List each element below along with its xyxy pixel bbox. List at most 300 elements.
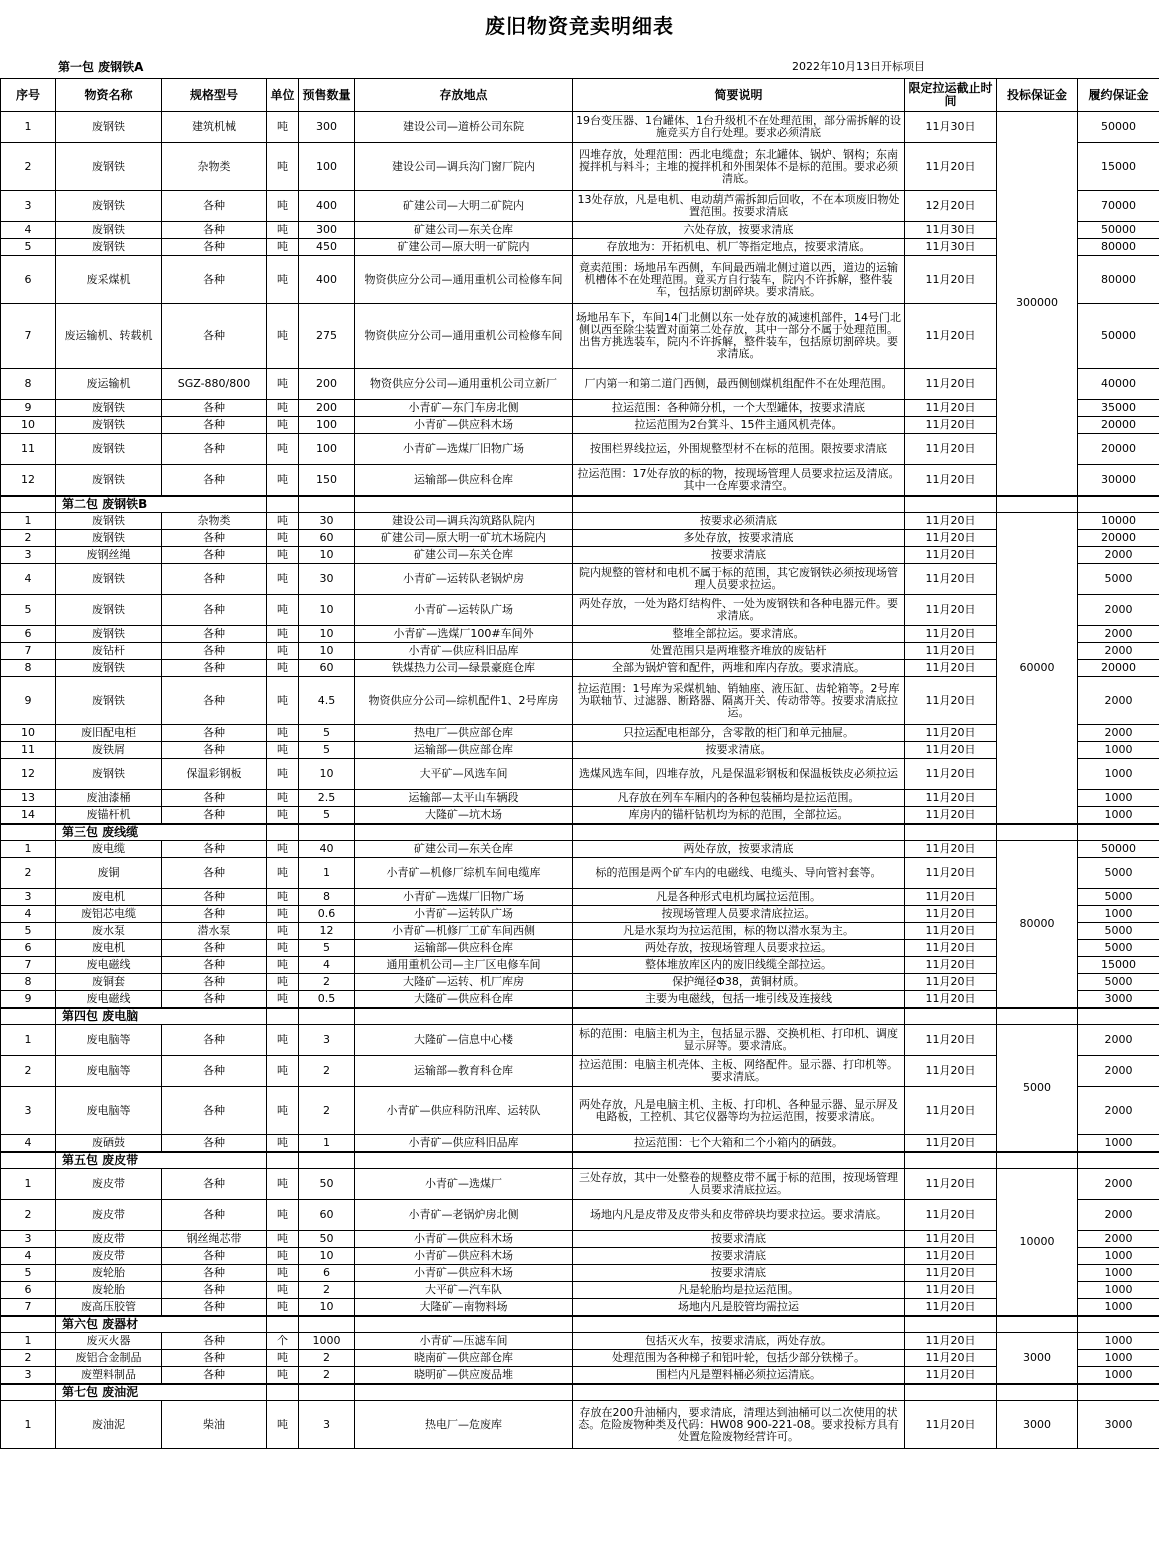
deadline-cell: 11月20日 (905, 923, 997, 940)
performance-deposit-cell: 2000 (1078, 547, 1159, 564)
quantity-cell: 200 (299, 369, 355, 400)
row-number-cell: 1 (1, 1401, 56, 1449)
performance-deposit-cell: 30000 (1078, 465, 1159, 496)
deadline-cell: 11月20日 (905, 1299, 997, 1316)
deadline-cell: 11月20日 (905, 417, 997, 434)
spec-model-cell: 各种 (162, 1248, 267, 1265)
row-number-cell: 9 (1, 991, 56, 1008)
row-number-cell: 4 (1, 906, 56, 923)
unit-cell: 吨 (267, 991, 299, 1008)
table-row (1, 906, 1159, 923)
goods-name-cell: 废铝合金制品 (56, 1350, 162, 1367)
performance-deposit-cell: 50000 (1078, 841, 1159, 858)
quantity-cell: 5 (299, 725, 355, 742)
deadline-cell: 11月20日 (905, 1401, 997, 1449)
unit-cell: 吨 (267, 660, 299, 677)
unit-cell: 吨 (267, 304, 299, 369)
description-cell: 标的范围是两个矿车内的电磁线、电缆头、导向管衬套等。 (573, 858, 905, 889)
unit-cell: 吨 (267, 112, 299, 143)
unit-cell: 吨 (267, 564, 299, 595)
package-header-blank (573, 1384, 905, 1401)
storage-location-cell: 矿建公司—大明二矿院内 (355, 191, 573, 222)
description-cell: 整体堆放库区内的废旧线缆全部拉运。 (573, 957, 905, 974)
deadline-cell: 11月20日 (905, 1087, 997, 1135)
table-body (1, 112, 1159, 1449)
description-cell: 按要求清底 (573, 547, 905, 564)
package-header-blank (267, 1316, 299, 1333)
unit-cell: 吨 (267, 1056, 299, 1087)
description-cell: 场地内凡是皮带及皮带头和皮带碎块均要求拉运。要求清底。 (573, 1200, 905, 1231)
performance-deposit-cell: 1000 (1078, 906, 1159, 923)
quantity-cell: 150 (299, 465, 355, 496)
performance-deposit-cell: 2000 (1078, 1087, 1159, 1135)
unit-cell: 吨 (267, 626, 299, 643)
goods-name-cell: 废运输机 (56, 369, 162, 400)
goods-name-cell: 废油漆桶 (56, 790, 162, 807)
row-number-cell: 3 (1, 547, 56, 564)
storage-location-cell: 通用重机公司—主厂区电修车间 (355, 957, 573, 974)
quantity-cell: 10 (299, 643, 355, 660)
performance-deposit-cell: 15000 (1078, 143, 1159, 191)
deadline-cell: 11月20日 (905, 1200, 997, 1231)
quantity-cell: 5 (299, 742, 355, 759)
deadline-cell: 11月20日 (905, 564, 997, 595)
performance-deposit-cell: 1000 (1078, 807, 1159, 824)
table-row (1, 660, 1159, 677)
performance-deposit-cell: 5000 (1078, 940, 1159, 957)
package-header-row (1, 1008, 1159, 1025)
package-header-blank (1078, 1384, 1159, 1401)
unit-cell: 吨 (267, 595, 299, 626)
table-row (1, 991, 1159, 1008)
description-cell: 凡存放在列车车厢内的各种包装桶均是拉运范围。 (573, 790, 905, 807)
goods-name-cell: 废电脑等 (56, 1056, 162, 1087)
storage-location-cell: 矿建公司—东关仓库 (355, 222, 573, 239)
unit-cell: 吨 (267, 1248, 299, 1265)
storage-location-cell: 运输部—供应科仓库 (355, 465, 573, 496)
performance-deposit-cell: 80000 (1078, 256, 1159, 304)
package-label: 第四包 废电脑 (56, 1008, 267, 1025)
table-row (1, 530, 1159, 547)
performance-deposit-cell: 15000 (1078, 957, 1159, 974)
spec-model-cell: 各种 (162, 677, 267, 725)
spec-model-cell: 各种 (162, 1135, 267, 1152)
goods-name-cell: 废高压胶管 (56, 1299, 162, 1316)
storage-location-cell: 小青矿—供应科木场 (355, 417, 573, 434)
description-cell: 整堆全部拉运。要求清底。 (573, 626, 905, 643)
quantity-cell: 5 (299, 807, 355, 824)
goods-name-cell: 废采煤机 (56, 256, 162, 304)
description-cell: 竟卖范围：场地吊车西侧，车间最西端北侧过道以西，道边的运输机槽体不在处理范围。竟买方自行装车，院内不许拆解，整件装车，包括原切割碎块。要求清底。 (573, 256, 905, 304)
package-header-blank (997, 1384, 1078, 1401)
package-header-blank (905, 1008, 997, 1025)
description-cell: 存放地为：开拓机电、机厂等指定地点，按要求清底。 (573, 239, 905, 256)
package-header-blank (997, 1008, 1078, 1025)
deadline-cell: 11月20日 (905, 369, 997, 400)
deadline-cell: 11月20日 (905, 759, 997, 790)
table-row (1, 434, 1159, 465)
goods-name-cell: 废钢铁 (56, 400, 162, 417)
goods-name-cell: 废铝芯电缆 (56, 906, 162, 923)
goods-name-cell: 废轮胎 (56, 1282, 162, 1299)
storage-location-cell: 小青矿—老锅炉房北侧 (355, 1200, 573, 1231)
spec-model-cell: 各种 (162, 1265, 267, 1282)
row-number-cell: 8 (1, 369, 56, 400)
description-cell: 19台变压器、1台罐体、1台升级机不在处理范围，部分需拆解的设施竞买方自行处理。要求必须清底 (573, 112, 905, 143)
table-row (1, 790, 1159, 807)
description-cell: 场地内凡是胶管均需拉运 (573, 1299, 905, 1316)
description-cell: 两处存放，按要求清底 (573, 841, 905, 858)
storage-location-cell: 物资供应分公司—通用重机公司检修车间 (355, 304, 573, 369)
unit-cell: 吨 (267, 1282, 299, 1299)
table-row (1, 1401, 1159, 1449)
storage-location-cell: 小青矿—供应科木场 (355, 1248, 573, 1265)
unit-cell: 吨 (267, 725, 299, 742)
storage-location-cell: 建设公司—调兵沟门窗厂院内 (355, 143, 573, 191)
description-cell: 四堆存放，处理范围：西北电缆盘；东北罐体、锅炉、钢构；东南搅拌机与料斗；主堆的搅拌机和外围架体不是标的范围。要求必须清底。 (573, 143, 905, 191)
unit-cell: 吨 (267, 1231, 299, 1248)
package-header-blank (997, 1152, 1078, 1169)
goods-name-cell: 废电缆 (56, 841, 162, 858)
table-row (1, 1299, 1159, 1316)
deadline-cell: 11月20日 (905, 991, 997, 1008)
description-cell: 保护绳径Φ38，黄铜材质。 (573, 974, 905, 991)
unit-cell: 吨 (267, 1087, 299, 1135)
header-no: 序号 (1, 79, 56, 112)
quantity-cell: 2 (299, 1282, 355, 1299)
header-spec: 规格型号 (162, 79, 267, 112)
description-cell: 存放在200升油桶内，要求清底，清理达到油桶可以二次使用的状态。危险废物种类及代码：HW08 900-221-08。要求投标方具有处置危险废物经营许可。 (573, 1401, 905, 1449)
package-header-blank (299, 1008, 355, 1025)
storage-location-cell: 小青矿—机修厂综机车间电缆库 (355, 858, 573, 889)
description-cell: 两处存放，一处为路灯结构件、一处为废钢铁和各种电器元件。要求清底。 (573, 595, 905, 626)
deadline-cell: 11月20日 (905, 906, 997, 923)
goods-name-cell: 废钢铁 (56, 239, 162, 256)
row-number-cell: 9 (1, 400, 56, 417)
quantity-cell: 50 (299, 1231, 355, 1248)
unit-cell: 吨 (267, 906, 299, 923)
quantity-cell: 10 (299, 1299, 355, 1316)
quantity-cell: 30 (299, 513, 355, 530)
package-label: 第二包 废钢铁B (56, 496, 267, 513)
spec-model-cell: 各种 (162, 742, 267, 759)
spec-model-cell: 各种 (162, 643, 267, 660)
quantity-cell: 40 (299, 841, 355, 858)
description-cell: 处理范围为各种梯子和铝叶轮，包括少部分铁梯子。 (573, 1350, 905, 1367)
spec-model-cell: 各种 (162, 1299, 267, 1316)
deadline-cell: 11月20日 (905, 858, 997, 889)
row-number-cell: 13 (1, 790, 56, 807)
row-number-cell: 4 (1, 222, 56, 239)
bid-deposit-cell: 10000 (997, 1169, 1078, 1316)
header-unit: 单位 (267, 79, 299, 112)
deadline-cell: 11月20日 (905, 400, 997, 417)
bid-date: 2022年10月13日开标项目 (792, 60, 925, 73)
bid-deposit-cell: 60000 (997, 513, 1078, 824)
deadline-cell: 11月20日 (905, 807, 997, 824)
unit-cell: 吨 (267, 143, 299, 191)
storage-location-cell: 小青矿—供应科木场 (355, 1265, 573, 1282)
quantity-cell: 0.6 (299, 906, 355, 923)
unit-cell: 个 (267, 1333, 299, 1350)
spec-model-cell: 各种 (162, 991, 267, 1008)
quantity-cell: 10 (299, 547, 355, 564)
header-row (1, 79, 1159, 112)
deadline-cell: 11月30日 (905, 112, 997, 143)
unit-cell: 吨 (267, 222, 299, 239)
package-header-blank (299, 1152, 355, 1169)
performance-deposit-cell: 2000 (1078, 643, 1159, 660)
storage-location-cell: 大平矿—汽车队 (355, 1282, 573, 1299)
description-cell: 两处存放，按现场管理人员要求拉运。 (573, 940, 905, 957)
spec-model-cell: 保温彩钢板 (162, 759, 267, 790)
package-header-blank (573, 496, 905, 513)
package-label: 第六包 废器材 (56, 1316, 267, 1333)
table-row (1, 807, 1159, 824)
row-number-cell: 5 (1, 239, 56, 256)
storage-location-cell: 建设公司—道桥公司东院 (355, 112, 573, 143)
goods-name-cell: 废轮胎 (56, 1265, 162, 1282)
header-bid-deposit: 投标保证金 (997, 79, 1078, 112)
table-row (1, 841, 1159, 858)
storage-location-cell: 建设公司—调兵沟筑路队院内 (355, 513, 573, 530)
spec-model-cell: 各种 (162, 1200, 267, 1231)
storage-location-cell: 小青矿—选煤厂 (355, 1169, 573, 1200)
deadline-cell: 11月20日 (905, 1282, 997, 1299)
deadline-cell: 11月20日 (905, 725, 997, 742)
goods-name-cell: 废旧配电柜 (56, 725, 162, 742)
goods-name-cell: 废钻杆 (56, 643, 162, 660)
package-header-blank (1, 1008, 56, 1025)
unit-cell: 吨 (267, 513, 299, 530)
goods-name-cell: 废钢铁 (56, 513, 162, 530)
table-row (1, 677, 1159, 725)
table-row (1, 222, 1159, 239)
table-row (1, 643, 1159, 660)
deadline-cell: 11月20日 (905, 1025, 997, 1056)
storage-location-cell: 矿建公司—东关仓库 (355, 841, 573, 858)
description-cell: 选煤风选车间，四堆存放，凡是保温彩钢板和保温板铁皮必须拉运 (573, 759, 905, 790)
table-row (1, 143, 1159, 191)
storage-location-cell: 大隆矿—信息中心楼 (355, 1025, 573, 1056)
storage-location-cell: 矿建公司—东关仓库 (355, 547, 573, 564)
quantity-cell: 60 (299, 1200, 355, 1231)
page-title: 废旧物资竞卖明细表 (485, 14, 674, 38)
deadline-cell: 11月20日 (905, 256, 997, 304)
row-number-cell: 6 (1, 626, 56, 643)
goods-name-cell: 废锚杆机 (56, 807, 162, 824)
quantity-cell: 4.5 (299, 677, 355, 725)
row-number-cell: 3 (1, 1231, 56, 1248)
quantity-cell: 400 (299, 256, 355, 304)
header-deadline: 限定拉运截止时间 (905, 79, 997, 112)
row-number-cell: 5 (1, 923, 56, 940)
storage-location-cell: 晓明矿—供应废品堆 (355, 1367, 573, 1384)
deadline-cell: 11月20日 (905, 1231, 997, 1248)
unit-cell: 吨 (267, 1265, 299, 1282)
storage-location-cell: 矿建公司—原大明一矿坑木场院内 (355, 530, 573, 547)
description-cell: 凡是各种形式电机均属拉运范围。 (573, 889, 905, 906)
deadline-cell: 11月20日 (905, 889, 997, 906)
spec-model-cell: 各种 (162, 530, 267, 547)
goods-name-cell: 废皮带 (56, 1248, 162, 1265)
goods-name-cell: 废电脑等 (56, 1087, 162, 1135)
performance-deposit-cell: 1000 (1078, 759, 1159, 790)
unit-cell: 吨 (267, 957, 299, 974)
description-cell: 按要求清底 (573, 1231, 905, 1248)
spec-model-cell: 各种 (162, 807, 267, 824)
unit-cell: 吨 (267, 239, 299, 256)
package-header-blank (1, 1152, 56, 1169)
description-cell: 三处存放，其中一处整卷的规整皮带不属于标的范围，按现场管理人员要求清底拉运。 (573, 1169, 905, 1200)
description-cell: 院内规整的管材和电机不属于标的范围，其它废钢铁必须按现场管理人员要求拉运。 (573, 564, 905, 595)
quantity-cell: 50 (299, 1169, 355, 1200)
unit-cell: 吨 (267, 923, 299, 940)
description-cell: 按要求清底 (573, 1248, 905, 1265)
row-number-cell: 5 (1, 1265, 56, 1282)
description-cell: 六处存放，按要求清底 (573, 222, 905, 239)
description-cell: 两处存放，凡是电脑主机、主板、打印机、各种显示器、显示屏及电路板，工控机、其它仪器等均为拉运范围，按要求清底。 (573, 1087, 905, 1135)
deadline-cell: 11月30日 (905, 239, 997, 256)
package-header-blank (299, 1316, 355, 1333)
quantity-cell: 3 (299, 1025, 355, 1056)
header-description: 简要说明 (573, 79, 905, 112)
row-number-cell: 10 (1, 417, 56, 434)
spec-model-cell: 杂物类 (162, 143, 267, 191)
row-number-cell: 2 (1, 1200, 56, 1231)
goods-name-cell: 废皮带 (56, 1169, 162, 1200)
deadline-cell: 11月20日 (905, 434, 997, 465)
description-cell: 围栏内凡是塑料桶必须拉运清底。 (573, 1367, 905, 1384)
goods-name-cell: 废钢铁 (56, 222, 162, 239)
quantity-cell: 4 (299, 957, 355, 974)
table-row (1, 400, 1159, 417)
quantity-cell: 100 (299, 434, 355, 465)
row-number-cell: 14 (1, 807, 56, 824)
description-cell: 拉运范围：电脑主机壳体、主板、网络配件。显示器、打印机等。要求清底。 (573, 1056, 905, 1087)
package-header-blank (905, 496, 997, 513)
table-row (1, 547, 1159, 564)
description-cell: 拉运范围：各种筛分机，一个大型罐体，按要求清底 (573, 400, 905, 417)
goods-name-cell: 废钢铁 (56, 417, 162, 434)
deadline-cell: 11月20日 (905, 1333, 997, 1350)
deadline-cell: 11月20日 (905, 841, 997, 858)
goods-name-cell: 废钢铁 (56, 595, 162, 626)
goods-name-cell: 废钢铁 (56, 564, 162, 595)
unit-cell: 吨 (267, 369, 299, 400)
performance-deposit-cell: 2000 (1078, 1200, 1159, 1231)
package-header-blank (267, 1384, 299, 1401)
performance-deposit-cell: 2000 (1078, 1169, 1159, 1200)
unit-cell: 吨 (267, 790, 299, 807)
spec-model-cell: 各种 (162, 465, 267, 496)
row-number-cell: 12 (1, 465, 56, 496)
deadline-cell: 11月20日 (905, 974, 997, 991)
performance-deposit-cell: 35000 (1078, 400, 1159, 417)
storage-location-cell: 大平矿—风选车间 (355, 759, 573, 790)
bid-deposit-cell: 80000 (997, 841, 1078, 1008)
deadline-cell: 11月20日 (905, 660, 997, 677)
performance-deposit-cell: 5000 (1078, 858, 1159, 889)
storage-location-cell: 运输部—供应部仓库 (355, 742, 573, 759)
description-cell: 库房内的锚杆钻机均为标的范围，全部拉运。 (573, 807, 905, 824)
goods-name-cell: 废皮带 (56, 1231, 162, 1248)
package-header-blank (997, 824, 1078, 841)
row-number-cell: 2 (1, 858, 56, 889)
unit-cell: 吨 (267, 742, 299, 759)
goods-name-cell: 废电脑等 (56, 1025, 162, 1056)
quantity-cell: 60 (299, 660, 355, 677)
package-header-blank (355, 496, 573, 513)
performance-deposit-cell: 2000 (1078, 725, 1159, 742)
goods-name-cell: 废钢丝绳 (56, 547, 162, 564)
package-header-blank (905, 824, 997, 841)
deadline-cell: 11月30日 (905, 222, 997, 239)
storage-location-cell: 小青矿—供应科旧品库 (355, 1135, 573, 1152)
table-row (1, 1367, 1159, 1384)
performance-deposit-cell: 1000 (1078, 1265, 1159, 1282)
spec-model-cell: 各种 (162, 547, 267, 564)
quantity-cell: 30 (299, 564, 355, 595)
package-header-blank (1, 1384, 56, 1401)
description-cell: 只拉运配电柜部分，含零散的柜门和单元抽屉。 (573, 725, 905, 742)
table-row (1, 957, 1159, 974)
goods-name-cell: 废钢铁 (56, 191, 162, 222)
spec-model-cell: 各种 (162, 906, 267, 923)
unit-cell: 吨 (267, 1025, 299, 1056)
package-header-blank (355, 824, 573, 841)
storage-location-cell: 运输部—教育科仓库 (355, 1056, 573, 1087)
goods-name-cell: 废铜套 (56, 974, 162, 991)
unit-cell: 吨 (267, 547, 299, 564)
description-cell: 按要求清底 (573, 1265, 905, 1282)
spec-model-cell: 各种 (162, 1025, 267, 1056)
package-header-blank (573, 1316, 905, 1333)
goods-name-cell: 废钢铁 (56, 530, 162, 547)
deadline-cell: 11月20日 (905, 677, 997, 725)
quantity-cell: 5 (299, 940, 355, 957)
package-header-blank (1, 824, 56, 841)
quantity-cell: 0.5 (299, 991, 355, 1008)
storage-location-cell: 运输部—太平山车辆段 (355, 790, 573, 807)
spec-model-cell: SGZ-880/800 (162, 369, 267, 400)
storage-location-cell: 小青矿—机修厂工矿车间西侧 (355, 923, 573, 940)
row-number-cell: 5 (1, 595, 56, 626)
spec-model-cell: 各种 (162, 1087, 267, 1135)
table-row (1, 112, 1159, 143)
storage-location-cell: 运输部—供应科仓库 (355, 940, 573, 957)
deadline-cell: 11月20日 (905, 1169, 997, 1200)
package-header-blank (905, 1316, 997, 1333)
row-number-cell: 7 (1, 643, 56, 660)
spec-model-cell: 各种 (162, 1056, 267, 1087)
deadline-cell: 11月20日 (905, 1248, 997, 1265)
spec-model-cell: 各种 (162, 1169, 267, 1200)
deadline-cell: 11月20日 (905, 1265, 997, 1282)
table-row (1, 1087, 1159, 1135)
deadline-cell: 11月20日 (905, 547, 997, 564)
quantity-cell: 450 (299, 239, 355, 256)
table-row (1, 742, 1159, 759)
row-number-cell: 3 (1, 191, 56, 222)
table-row (1, 1333, 1159, 1350)
goods-name-cell: 废铜 (56, 858, 162, 889)
performance-deposit-cell: 5000 (1078, 889, 1159, 906)
goods-name-cell: 废钢铁 (56, 677, 162, 725)
quantity-cell: 2 (299, 974, 355, 991)
description-cell: 厂内第一和第二道门西侧，最西侧刨煤机组配件不在处理范围。 (573, 369, 905, 400)
package-header-blank (267, 1152, 299, 1169)
